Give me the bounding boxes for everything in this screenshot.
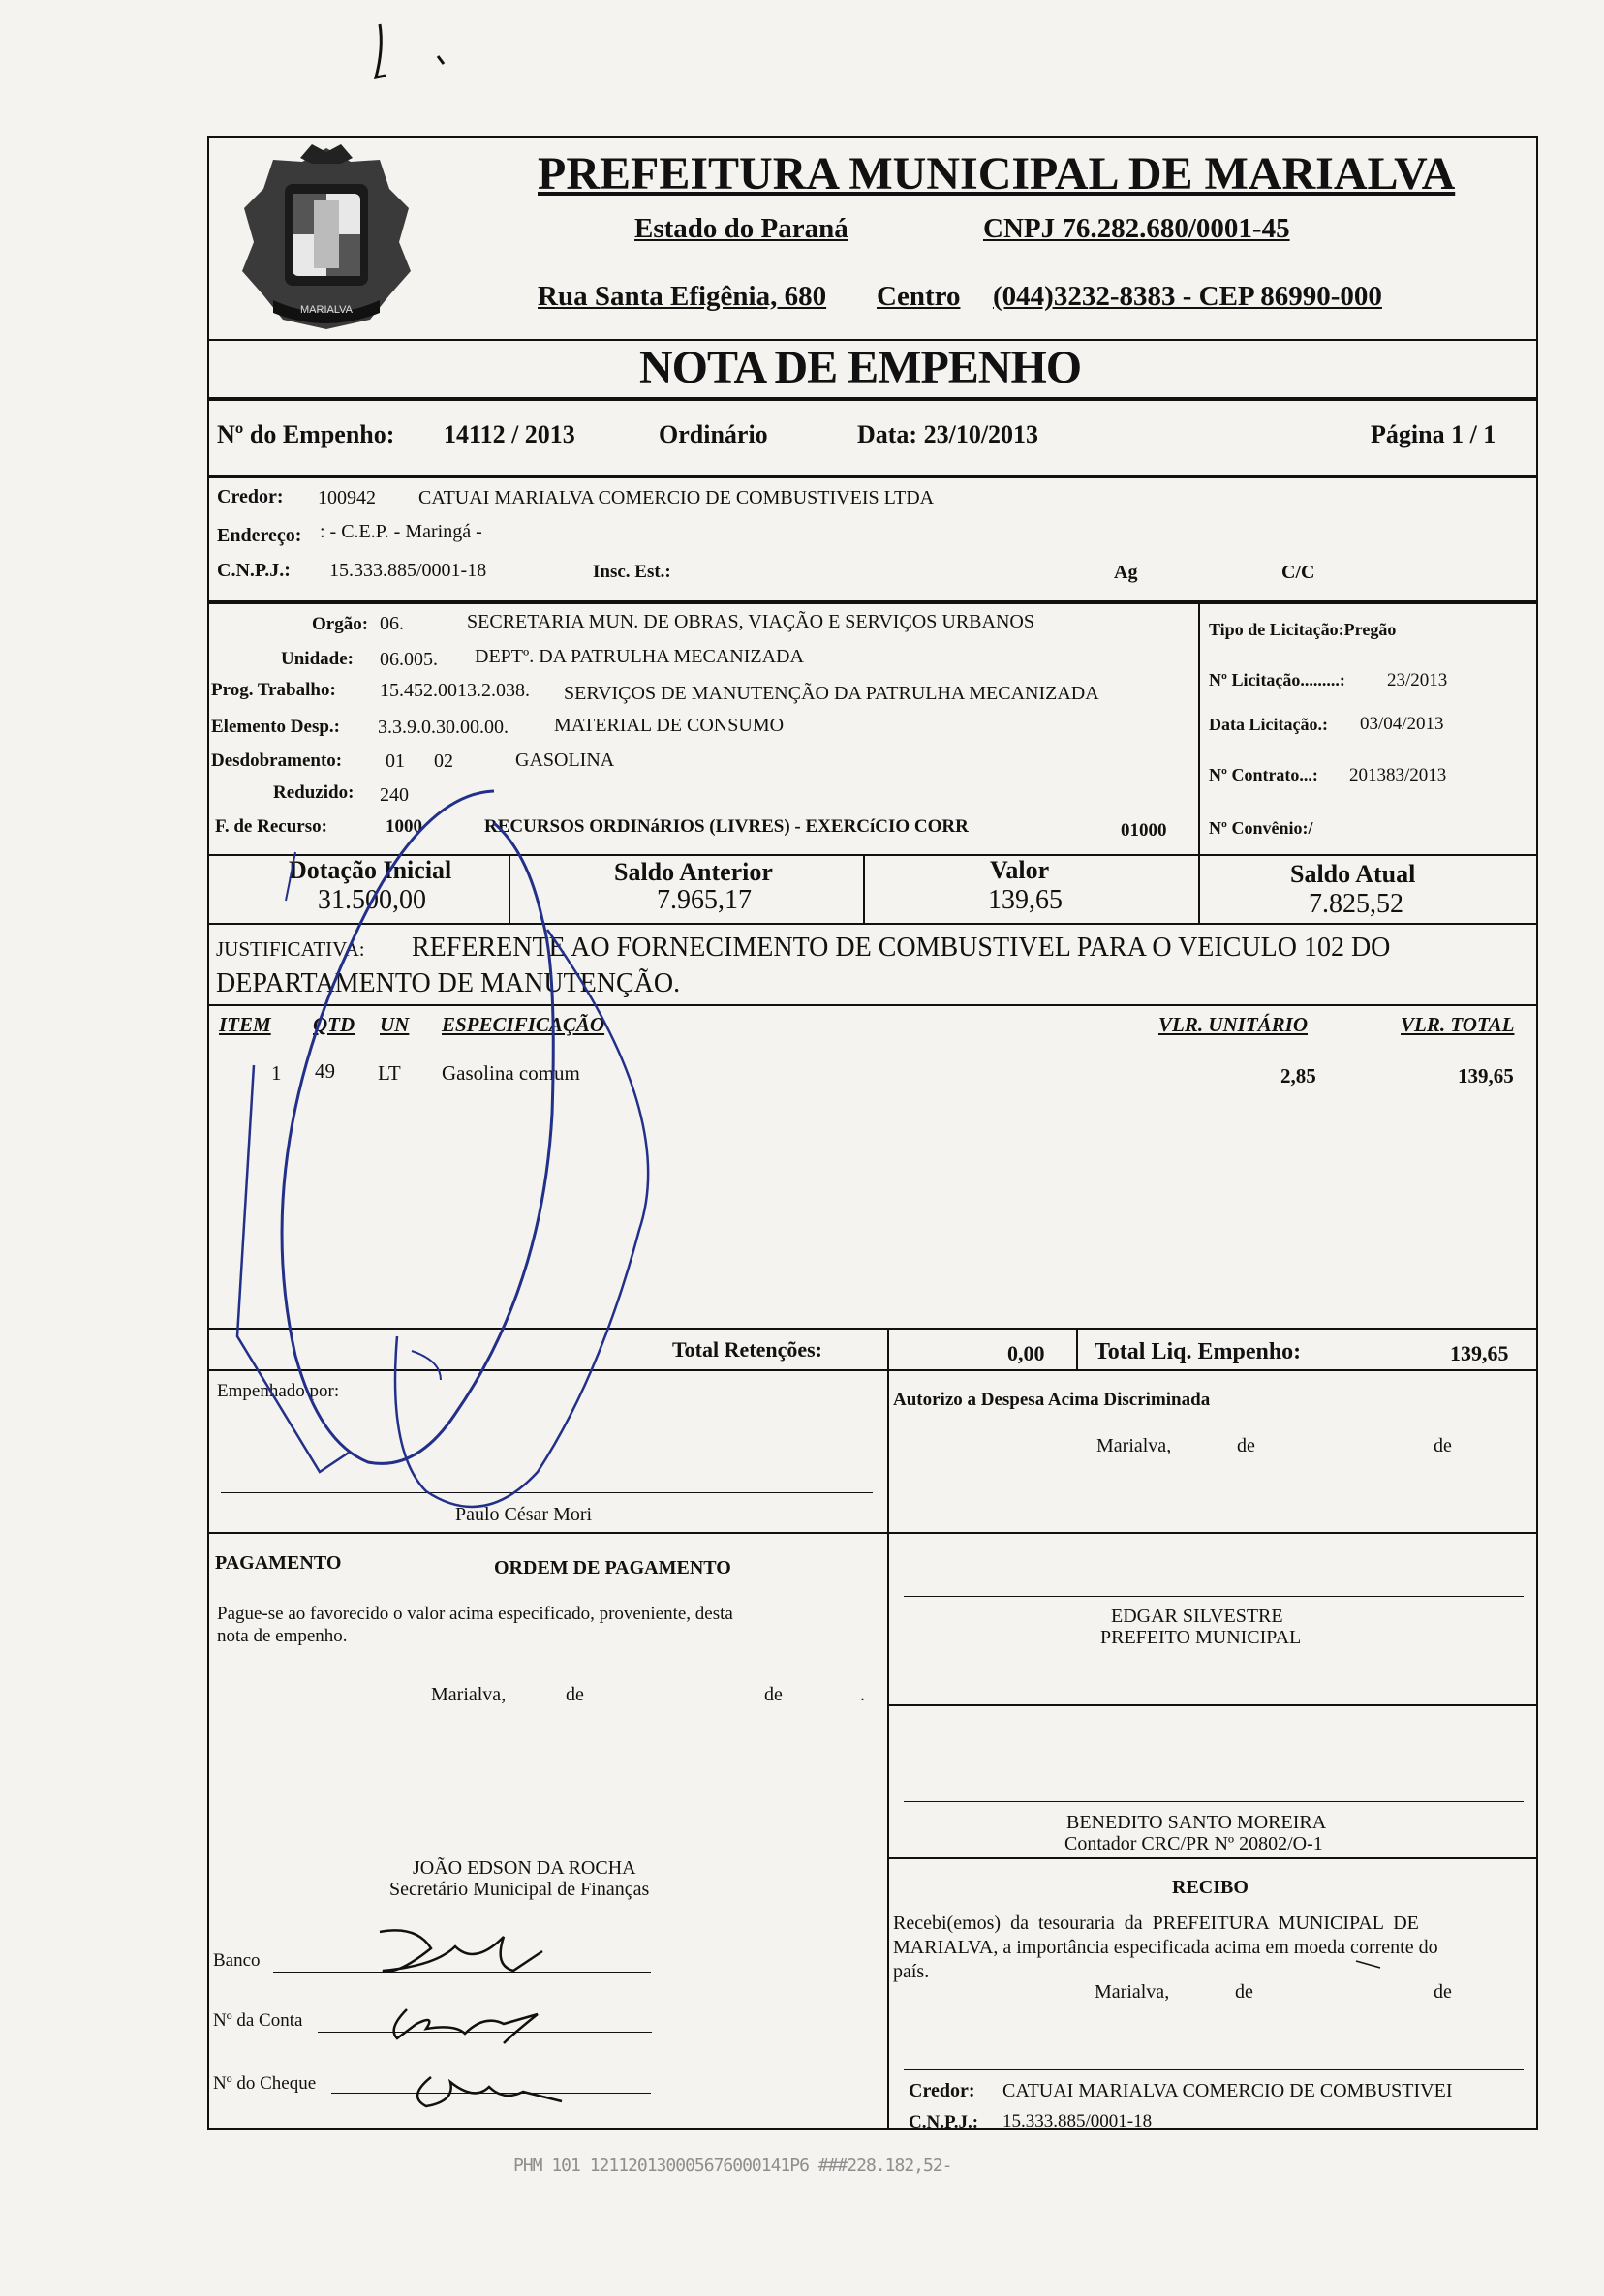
justificativa-label: JUSTIFICATIVA: bbox=[216, 937, 365, 961]
orgao-label: Orgão: bbox=[312, 614, 369, 634]
autorizo-city: Marialva, bbox=[1096, 1435, 1172, 1456]
secretario-role: Secretário Municipal de Finanças bbox=[389, 1879, 650, 1900]
doc-title: NOTA DE EMPENHO bbox=[639, 342, 1082, 393]
col-header-un: UN bbox=[380, 1013, 410, 1036]
secretario-name: JOÃO EDSON DA ROCHA bbox=[413, 1857, 636, 1879]
recibo-credor-label: Credor: bbox=[909, 2080, 975, 2101]
row-spec: Gasolina comum bbox=[442, 1061, 580, 1085]
recibo-text2: MARIALVA, a importância especificada acima em moeda corrente do bbox=[893, 1937, 1438, 1958]
retencoes-label: Total Retenções: bbox=[672, 1337, 822, 1362]
contador-name: BENEDITO SANTO MOREIRA bbox=[1066, 1812, 1327, 1833]
recurso-code: 1000 bbox=[386, 816, 422, 837]
recibo-de1: de bbox=[1235, 1981, 1253, 2003]
empenho-label: Nº do Empenho: bbox=[217, 420, 395, 448]
pagamento-de1: de bbox=[566, 1684, 584, 1705]
prefeito-name: EDGAR SILVESTRE bbox=[1111, 1606, 1283, 1627]
pagamento-de2: de bbox=[764, 1684, 783, 1705]
recibo-city: Marialva, bbox=[1095, 1981, 1170, 2003]
cnpj-label: C.N.P.J.: bbox=[217, 560, 291, 581]
autorizo-de1: de bbox=[1237, 1435, 1255, 1456]
header-street: Rua Santa Efigênia, 680 bbox=[538, 281, 827, 312]
ordem-pagamento-label: ORDEM DE PAGAMENTO bbox=[494, 1557, 731, 1578]
barcode-text: PHM 101 121120130005676000141P6 ###228.182,52- bbox=[513, 2156, 952, 2176]
recibo-text1: Recebi(emos) da tesouraria da PREFEITURA MUNICIPAL DE bbox=[893, 1913, 1419, 1934]
valor-value: 139,65 bbox=[988, 885, 1063, 915]
recurso-number: 01000 bbox=[1121, 820, 1167, 841]
endereco-value: : - C.E.P. - Maringá - bbox=[320, 521, 482, 542]
col-header-qtd: QTD bbox=[313, 1013, 355, 1036]
recibo-credor-value: CATUAI MARIALVA COMERCIO DE COMBUSTIVEI bbox=[1002, 2080, 1453, 2101]
elemento-label: Elemento Desp.: bbox=[211, 717, 340, 737]
state-name: Estado do Paraná bbox=[634, 213, 848, 244]
licitacao-data-value: 03/04/2013 bbox=[1360, 714, 1444, 734]
row-qtd: 49 bbox=[315, 1059, 335, 1083]
pagamento-label: PAGAMENTO bbox=[215, 1552, 342, 1574]
saldo-anterior-value: 7.965,17 bbox=[657, 885, 752, 915]
contrato-value: 201383/2013 bbox=[1349, 765, 1447, 785]
desdobramento-name: GASOLINA bbox=[515, 750, 615, 771]
credor-label: Credor: bbox=[217, 486, 284, 507]
endereco-label: Endereço: bbox=[217, 525, 302, 546]
reduzido-value: 240 bbox=[380, 784, 409, 806]
recurso-label: F. de Recurso: bbox=[215, 816, 327, 837]
col-header-item: ITEM bbox=[219, 1013, 271, 1036]
autorizo-de2: de bbox=[1434, 1435, 1452, 1456]
contador-role: Contador CRC/PR Nº 20802/O-1 bbox=[1064, 1833, 1323, 1854]
svg-text:MARIALVA: MARIALVA bbox=[300, 304, 353, 316]
orgao-name: SECRETARIA MUN. DE OBRAS, VIAÇÃO E SERVIÇOS URBANOS bbox=[467, 611, 1034, 632]
row-item: 1 bbox=[271, 1061, 282, 1085]
prog-name: SERVIÇOS DE MANUTENÇÃO DA PATRULHA MECANIZADA bbox=[564, 683, 1099, 704]
unidade-code: 06.005. bbox=[380, 649, 438, 670]
unidade-label: Unidade: bbox=[281, 649, 354, 669]
licitacao-tipo: Tipo de Licitação:Pregão bbox=[1209, 620, 1397, 639]
licitacao-numero-value: 23/2013 bbox=[1387, 670, 1448, 690]
empenho-type: Ordinário bbox=[659, 420, 768, 448]
pagamento-text2: nota de empenho. bbox=[217, 1626, 348, 1646]
convenio-label: Nº Convênio:/ bbox=[1209, 818, 1313, 838]
licitacao-data-label: Data Licitação.: bbox=[1209, 715, 1328, 734]
page-number: Página 1 / 1 bbox=[1371, 420, 1496, 448]
desdobramento-label: Desdobramento: bbox=[211, 750, 343, 771]
credor-code: 100942 bbox=[318, 487, 376, 508]
recibo-cnpj-label: C.N.P.J.: bbox=[909, 2112, 979, 2132]
prefeito-role: PREFEITO MUNICIPAL bbox=[1100, 1627, 1302, 1648]
header-cnpj: CNPJ 76.282.680/0001-45 bbox=[983, 213, 1290, 244]
ag-label: Ag bbox=[1114, 562, 1138, 583]
col-header-spec: ESPECIFICAÇÃO bbox=[442, 1013, 605, 1036]
licitacao-numero-label: Nº Licitação.........: bbox=[1209, 670, 1345, 689]
liquido-value: 139,65 bbox=[1450, 1341, 1509, 1365]
credor-name: CATUAI MARIALVA COMERCIO DE COMBUSTIVEIS LTDA bbox=[418, 487, 935, 508]
liquido-label: Total Liq. Empenho: bbox=[1095, 1339, 1302, 1364]
saldo-atual-label: Saldo Atual bbox=[1290, 860, 1416, 888]
autorizo-title: Autorizo a Despesa Acima Discriminada bbox=[893, 1390, 1211, 1410]
cheque-label: Nº do Cheque bbox=[213, 2073, 317, 2094]
retencoes-value: 0,00 bbox=[1007, 1341, 1045, 1365]
pagamento-text1: Pague-se ao favorecido o valor acima especificado, proveniente, desta bbox=[217, 1604, 733, 1624]
elemento-code: 3.3.9.0.30.00.00. bbox=[378, 717, 509, 738]
recibo-title: RECIBO bbox=[1172, 1877, 1249, 1898]
justificativa-line1: REFERENTE AO FORNECIMENTO DE COMBUSTIVEL PARA O VEICULO 102 DO bbox=[412, 933, 1391, 963]
recibo-de2: de bbox=[1434, 1981, 1452, 2003]
row-total-value: 139,65 bbox=[1458, 1064, 1514, 1087]
municipality-title: PREFEITURA MUNICIPAL DE MARIALVA bbox=[538, 148, 1456, 199]
desdobramento-code: 01 02 bbox=[386, 750, 453, 772]
prog-code: 15.452.0013.2.038. bbox=[380, 680, 530, 701]
reduzido-label: Reduzido: bbox=[273, 782, 355, 803]
prog-label: Prog. Trabalho: bbox=[211, 680, 336, 700]
empenhado-signer: Paulo César Mori bbox=[455, 1504, 593, 1525]
empenho-date: Data: 23/10/2013 bbox=[857, 420, 1039, 448]
recurso-name: RECURSOS ORDINáRIOS (LIVRES) - EXERCíCIO CORR bbox=[484, 816, 969, 837]
unidade-name: DEPTº. DA PATRULHA MECANIZADA bbox=[475, 646, 804, 667]
saldo-atual-value: 7.825,52 bbox=[1309, 889, 1404, 919]
header-phone-cep: (044)3232-8383 - CEP 86990-000 bbox=[993, 281, 1382, 312]
header-district: Centro bbox=[877, 281, 961, 312]
banco-label: Banco bbox=[213, 1950, 261, 1971]
pagamento-city: Marialva, bbox=[431, 1684, 507, 1705]
cc-label: C/C bbox=[1281, 562, 1315, 583]
row-un: LT bbox=[378, 1061, 401, 1085]
insc-est-label: Insc. Est.: bbox=[593, 562, 671, 582]
saldo-anterior-label: Saldo Anterior bbox=[614, 858, 773, 886]
empenho-number: 14112 / 2013 bbox=[444, 420, 575, 448]
dotacao-value: 31.500,00 bbox=[318, 885, 426, 915]
orgao-code: 06. bbox=[380, 613, 404, 634]
empenhado-label: Empenhado por: bbox=[217, 1381, 340, 1401]
valor-label: Valor bbox=[990, 856, 1050, 884]
row-unit-value: 2,85 bbox=[1280, 1064, 1316, 1087]
pagamento-dot: . bbox=[860, 1684, 865, 1705]
recibo-cnpj-value: 15.333.885/0001-18 bbox=[1002, 2111, 1153, 2131]
elemento-name: MATERIAL DE CONSUMO bbox=[554, 715, 785, 736]
col-header-total-value: VLR. TOTAL bbox=[1401, 1013, 1515, 1036]
col-header-unit-value: VLR. UNITÁRIO bbox=[1158, 1013, 1309, 1036]
recibo-text3: país. bbox=[893, 1961, 930, 1982]
contrato-label: Nº Contrato...: bbox=[1209, 765, 1318, 784]
cnpj-value: 15.333.885/0001-18 bbox=[329, 560, 487, 581]
conta-label: Nº da Conta bbox=[213, 2010, 303, 2031]
dotacao-label: Dotação Inicial bbox=[289, 856, 452, 884]
justificativa-line2: DEPARTAMENTO DE MANUTENÇÃO. bbox=[216, 968, 681, 998]
